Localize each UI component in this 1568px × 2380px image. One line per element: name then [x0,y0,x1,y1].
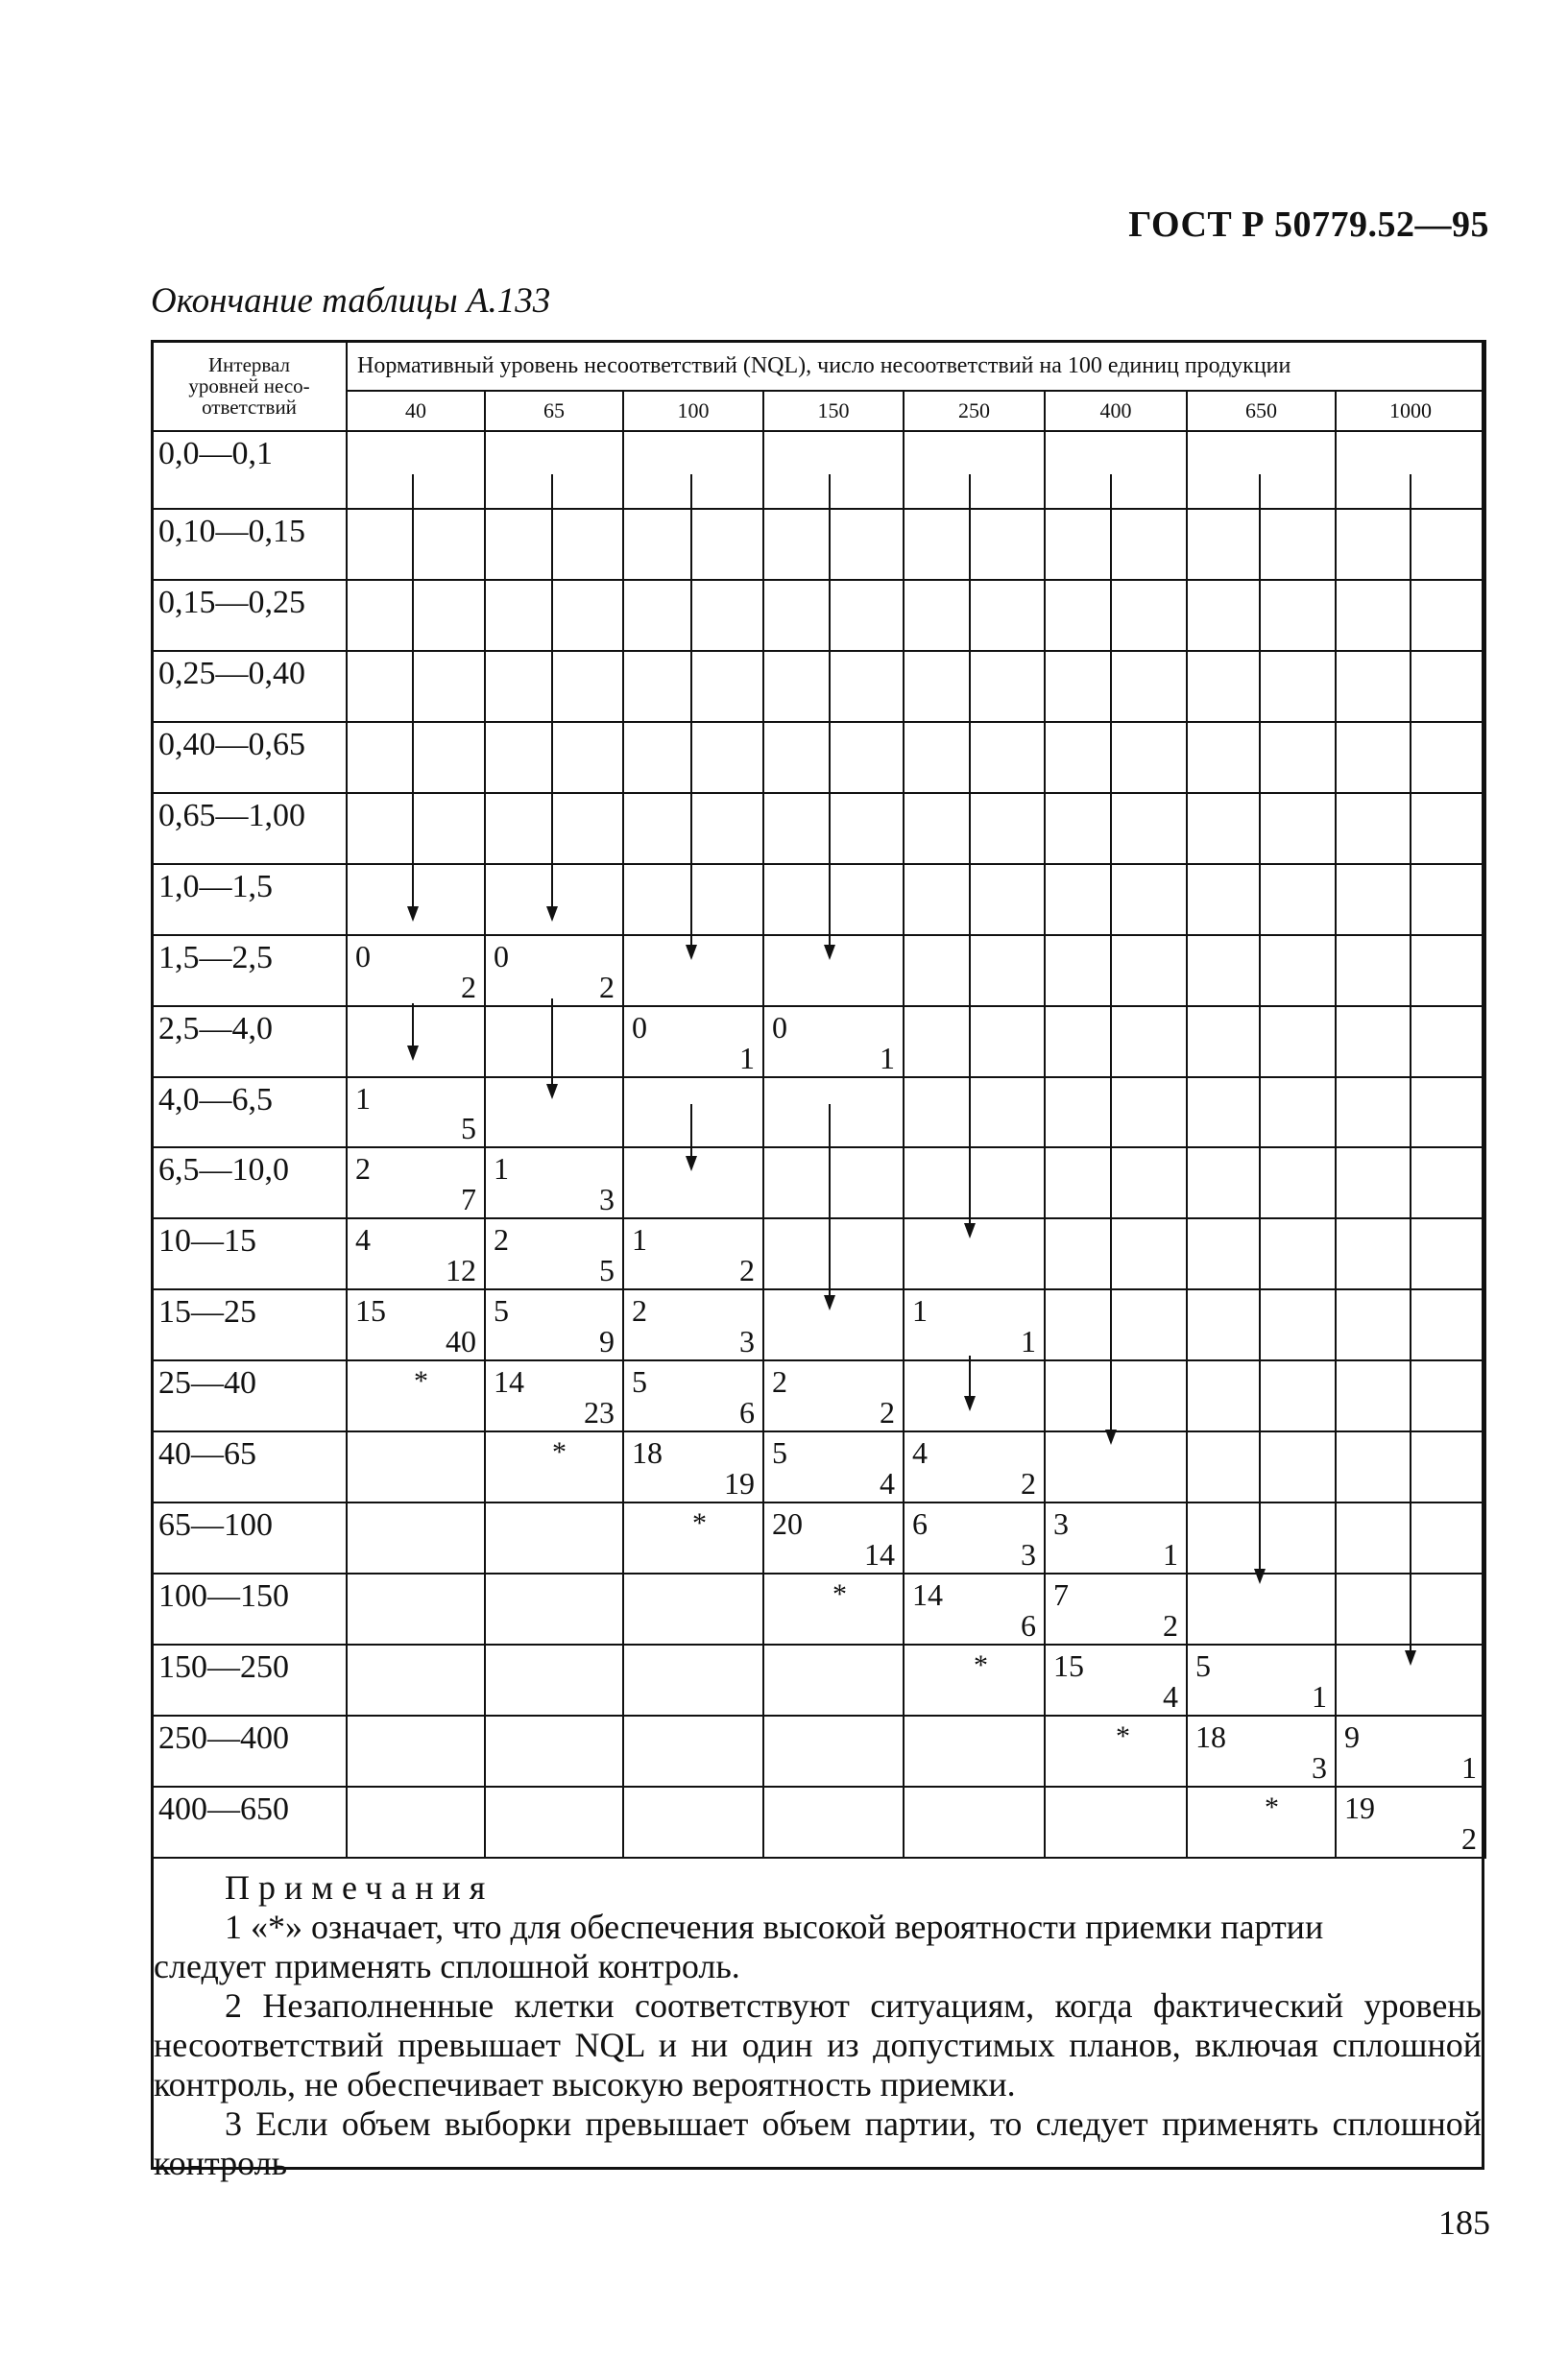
plan-cell [1045,1503,1187,1574]
plan-cell [904,509,1045,580]
rejection-number: 3 [1312,1749,1327,1785]
acceptance-number: 18 [1195,1719,1226,1754]
plan-cell [1045,431,1187,509]
plan-cell [763,1716,904,1787]
acceptance-number: 18 [632,1435,663,1471]
plan-cell [347,1431,485,1503]
acceptance-number: 1 [355,1080,371,1116]
plan-cell [763,580,904,651]
rejection-number: 1 [880,1040,895,1075]
rejection-number: 1 [1312,1678,1327,1714]
plan-cell [623,793,763,864]
interval-cell: 4,0—6,5 [152,1077,347,1148]
down-arrow-icon [824,945,835,960]
plan-cell [904,1574,1045,1645]
plan-cell [623,651,763,722]
plan-cell [623,1289,763,1360]
down-arrow-icon [1254,1569,1266,1584]
interval-cell: 25—40 [152,1360,347,1431]
plan-cell [485,1431,623,1503]
plan-cell [1187,722,1336,793]
plan-cell [1045,1289,1187,1360]
rejection-number: 19 [724,1466,755,1502]
plan-cell [347,1289,485,1360]
plan-cell [1187,1787,1336,1858]
plan-cell [1045,864,1187,935]
acceptance-number: 4 [355,1222,371,1258]
acceptance-number: 6 [912,1506,928,1542]
plan-cell [763,1147,904,1218]
plan-cell [904,793,1045,864]
plan-cell [1045,1077,1187,1148]
plan-cell [623,1787,763,1858]
plan-cell [485,1503,623,1574]
interval-cell: 40—65 [152,1431,347,1503]
down-arrow-line [690,1104,692,1158]
acceptance-number: 20 [772,1506,803,1542]
plan-cell [347,793,485,864]
plan-cell [904,1289,1045,1360]
rejection-number: 2 [1163,1608,1178,1644]
plan-cell [485,431,623,509]
plan-cell [623,1077,763,1148]
table-row [152,1147,1485,1218]
interval-cell: 1,0—1,5 [152,864,347,935]
nql-column-header: 40 [347,391,485,431]
plan-cell [904,1077,1045,1148]
note-3: 3 Если объем выборки превышает объем партии, то следует применять сплошной контроль [154,2104,1482,2182]
down-arrow-line [1259,474,1261,1571]
plan-cell [623,722,763,793]
interval-cell: 250—400 [152,1716,347,1787]
plan-cell [1187,509,1336,580]
full-inspection-mark: * [974,1649,988,1682]
plan-cell [904,580,1045,651]
plan-cell [763,509,904,580]
plan-cell [1187,935,1336,1006]
acceptance-number: 0 [494,938,509,974]
acceptance-number: 2 [494,1222,509,1258]
down-arrow-line [969,1356,971,1398]
plan-cell [347,1645,485,1716]
plan-cell [1336,1787,1485,1858]
plan-cell [623,509,763,580]
plan-cell [347,1787,485,1858]
plan-cell [485,864,623,935]
plan-cell [1187,1716,1336,1787]
plan-cell [347,1147,485,1218]
plan-cell [623,1574,763,1645]
table-row [152,1218,1485,1289]
nql-header: Нормативный уровень несоответствий (NQL), число несоответствий на 100 единиц продукции [347,341,1485,391]
nql-column-header: 1000 [1336,391,1485,431]
interval-cell: 0,0—0,1 [152,431,347,509]
acceptance-number: 3 [1053,1506,1069,1542]
plan-cell [1045,722,1187,793]
rejection-number: 4 [880,1466,895,1502]
plan-cell [904,1006,1045,1077]
plan-cell [347,1574,485,1645]
down-arrow-icon [686,1156,697,1171]
interval-cell: 0,40—0,65 [152,722,347,793]
plan-cell [1045,580,1187,651]
plan-cell [1045,1218,1187,1289]
plan-cell [1187,1431,1336,1503]
acceptance-number: 0 [632,1009,647,1045]
notes-block [154,1868,1482,2183]
plan-cell [623,1006,763,1077]
full-inspection-mark: * [1116,1719,1130,1752]
plan-cell [1045,1574,1187,1645]
plan-cell [623,1218,763,1289]
plan-cell [763,1077,904,1148]
sampling-table [151,340,1486,1859]
plan-cell [347,580,485,651]
interval-cell: 10—15 [152,1218,347,1289]
plan-cell [1045,1006,1187,1077]
acceptance-number: 15 [1053,1648,1084,1684]
plan-cell [904,1503,1045,1574]
rejection-number: 12 [446,1253,476,1288]
rejection-number: 23 [584,1395,615,1430]
table-row [152,431,1485,509]
acceptance-number: 15 [355,1293,386,1329]
down-arrow-icon [824,1295,835,1310]
plan-cell [904,1431,1045,1503]
rejection-number: 2 [1461,1821,1477,1856]
interval-cell: 0,65—1,00 [152,793,347,864]
plan-cell [1045,1787,1187,1858]
down-arrow-icon [407,906,419,922]
interval-cell: 0,10—0,15 [152,509,347,580]
table-row [152,1574,1485,1645]
plan-cell [763,1218,904,1289]
interval-cell: 2,5—4,0 [152,1006,347,1077]
table-row [152,1006,1485,1077]
plan-cell [1187,864,1336,935]
table-row [152,509,1485,580]
interval-header-line: ответствий [202,396,297,419]
acceptance-number: 5 [1195,1648,1211,1684]
acceptance-number: 5 [772,1435,787,1471]
rejection-number: 3 [739,1324,755,1359]
plan-cell [485,509,623,580]
plan-cell [1336,1716,1485,1787]
plan-cell [347,722,485,793]
interval-cell: 65—100 [152,1503,347,1574]
plan-cell [1045,1360,1187,1431]
interval-cell: 1,5—2,5 [152,935,347,1006]
rejection-number: 9 [599,1324,615,1359]
plan-cell [763,793,904,864]
plan-cell [1187,1289,1336,1360]
plan-cell [1045,935,1187,1006]
acceptance-number: 1 [912,1293,928,1329]
plan-cell [904,1645,1045,1716]
acceptance-number: 14 [494,1364,524,1400]
table-row [152,1077,1485,1148]
plan-cell [763,1787,904,1858]
acceptance-number: 0 [355,938,371,974]
plan-cell [1045,651,1187,722]
plan-cell [763,1645,904,1716]
plan-cell [1045,793,1187,864]
interval-cell: 150—250 [152,1645,347,1716]
plan-cell [347,1218,485,1289]
table-row [152,1787,1485,1858]
rejection-number: 40 [446,1324,476,1359]
interval-column-header [152,341,347,431]
plan-cell [1187,793,1336,864]
plan-cell [485,1645,623,1716]
acceptance-number: 9 [1344,1719,1360,1754]
interval-cell: 0,25—0,40 [152,651,347,722]
plan-cell [347,935,485,1006]
rejection-number: 2 [739,1253,755,1288]
table-row [152,1716,1485,1787]
plan-cell [1187,1218,1336,1289]
plan-cell [1045,1147,1187,1218]
down-arrow-line [690,474,692,947]
down-arrow-icon [964,1223,976,1238]
rejection-number: 6 [1021,1608,1036,1644]
plan-cell [623,1503,763,1574]
rejection-number: 2 [599,969,615,1004]
table-row [152,793,1485,864]
plan-cell [1187,1006,1336,1077]
plan-cell [1045,509,1187,580]
full-inspection-mark: * [1265,1791,1279,1823]
rejection-number: 5 [461,1111,476,1146]
acceptance-number: 2 [355,1151,371,1187]
down-arrow-icon [546,1084,558,1099]
plan-cell [1187,431,1336,509]
plan-cell [485,651,623,722]
plan-cell [347,1006,485,1077]
plan-cell [623,864,763,935]
down-arrow-icon [1105,1430,1117,1445]
plan-cell [485,1574,623,1645]
plan-cell [1045,1716,1187,1787]
full-inspection-mark: * [832,1578,847,1611]
acceptance-number: 2 [772,1364,787,1400]
interval-header-line: уровней несо- [188,374,310,397]
acceptance-number: 2 [632,1293,647,1329]
table-row [152,935,1485,1006]
rejection-number: 7 [461,1182,476,1217]
table-row [152,1431,1485,1503]
rejection-number: 1 [739,1040,755,1075]
plan-cell [763,1574,904,1645]
plan-cell [623,580,763,651]
acceptance-number: 7 [1053,1577,1069,1613]
table-body [152,431,1485,1858]
rejection-number: 3 [599,1182,615,1217]
down-arrow-icon [686,945,697,960]
acceptance-number: 1 [494,1151,509,1187]
plan-cell [485,580,623,651]
full-inspection-mark: * [692,1507,707,1540]
plan-cell [347,1360,485,1431]
plan-cell [904,935,1045,1006]
table-row [152,864,1485,935]
nql-column-header: 400 [1045,391,1187,431]
plan-cell [623,1360,763,1431]
down-arrow-line [412,1003,414,1047]
plan-cell [1187,1077,1336,1148]
down-arrow-line [412,474,414,908]
plan-cell [904,431,1045,509]
rejection-number: 3 [1021,1537,1036,1573]
down-arrow-icon [1405,1650,1416,1666]
acceptance-number: 0 [772,1009,787,1045]
interval-cell: 0,15—0,25 [152,580,347,651]
rejection-number: 2 [880,1395,895,1430]
plan-cell [347,509,485,580]
plan-cell [1187,1645,1336,1716]
plan-cell [1045,1645,1187,1716]
nql-column-header: 250 [904,391,1045,431]
rejection-number: 1 [1021,1324,1036,1359]
plan-cell [763,431,904,509]
table-row [152,1645,1485,1716]
rejection-number: 5 [599,1253,615,1288]
table-caption: Окончание таблицы А.133 [151,281,551,321]
note-2: 2 Незаполненные клетки соответствуют ситуациям, когда фактический уровень несоответствий превышает NQL и ни один из допустимых планов, включая сплошной контроль, не обеспечивает высокую вероятность приемки. [154,1986,1482,2104]
plan-cell [347,651,485,722]
nql-values-row [152,391,1485,431]
plan-cell [763,651,904,722]
plan-cell [347,1716,485,1787]
rejection-number: 2 [1021,1466,1036,1502]
table-row [152,1289,1485,1360]
down-arrow-line [829,1104,831,1297]
table-row [152,580,1485,651]
standard-code: ГОСТ Р 50779.52—95 [1128,204,1489,245]
down-arrow-line [969,474,971,1225]
table-row [152,1503,1485,1574]
full-inspection-mark: * [414,1365,428,1398]
plan-cell [623,431,763,509]
interval-header-line: Интервал [207,353,291,376]
plan-cell [904,1787,1045,1858]
plan-cell [763,722,904,793]
nql-column-header: 650 [1187,391,1336,431]
acceptance-number: 5 [632,1364,647,1400]
acceptance-number: 4 [912,1435,928,1471]
plan-cell [485,935,623,1006]
nql-column-header: 150 [763,391,904,431]
plan-cell [485,1147,623,1218]
acceptance-number: 1 [632,1222,647,1258]
plan-cell [1187,1360,1336,1431]
table-row [152,722,1485,793]
plan-cell [1187,651,1336,722]
acceptance-number: 5 [494,1293,509,1329]
interval-cell: 100—150 [152,1574,347,1645]
note-1: 1 «*» означает, что для обеспечения высокой вероятности приемки партии [225,1908,1324,1946]
plan-cell [904,1716,1045,1787]
plan-cell [623,1645,763,1716]
plan-cell [485,793,623,864]
down-arrow-line [1110,474,1112,1431]
down-arrow-line [829,474,831,947]
plan-cell [904,864,1045,935]
plan-cell [347,1077,485,1148]
acceptance-number: 19 [1344,1790,1375,1825]
plan-cell [904,651,1045,722]
nql-column-header: 65 [485,391,623,431]
plan-cell [1187,1503,1336,1574]
plan-cell [347,864,485,935]
note-1-continued: следует применять сплошной контроль. [154,1947,740,1985]
plan-cell [1187,580,1336,651]
down-arrow-line [551,998,553,1086]
acceptance-number: 14 [912,1577,943,1613]
down-arrow-icon [546,906,558,922]
down-arrow-icon [964,1396,976,1411]
plan-cell [904,722,1045,793]
plan-cell [1187,1147,1336,1218]
plan-cell [485,1716,623,1787]
rejection-number: 6 [739,1395,755,1430]
down-arrow-line [1410,474,1411,1652]
plan-cell [904,1147,1045,1218]
plan-cell [485,1218,623,1289]
interval-cell: 15—25 [152,1289,347,1360]
rejection-number: 2 [461,969,476,1004]
plan-cell [485,1787,623,1858]
plan-cell [763,1006,904,1077]
plan-cell [485,1360,623,1431]
down-arrow-icon [407,1046,419,1061]
plan-cell [485,1289,623,1360]
plan-cell [485,722,623,793]
rejection-number: 1 [1461,1749,1477,1785]
plan-cell [485,1006,623,1077]
down-arrow-line [551,474,553,908]
interval-cell: 6,5—10,0 [152,1147,347,1218]
plan-cell [763,864,904,935]
rejection-number: 14 [864,1537,895,1573]
rejection-number: 4 [1163,1678,1178,1714]
interval-cell: 400—650 [152,1787,347,1858]
nql-column-header: 100 [623,391,763,431]
full-inspection-mark: * [552,1436,567,1469]
plan-cell [763,1503,904,1574]
page-number: 185 [1438,2203,1490,2242]
plan-cell [623,1431,763,1503]
rejection-number: 1 [1163,1537,1178,1573]
notes-title: Примечания [225,1868,495,1907]
plan-cell [763,1360,904,1431]
plan-cell [347,431,485,509]
plan-cell [623,1716,763,1787]
plan-cell [1187,1574,1336,1645]
table-row [152,651,1485,722]
table-row [152,1360,1485,1431]
plan-cell [347,1503,485,1574]
plan-cell [763,1431,904,1503]
